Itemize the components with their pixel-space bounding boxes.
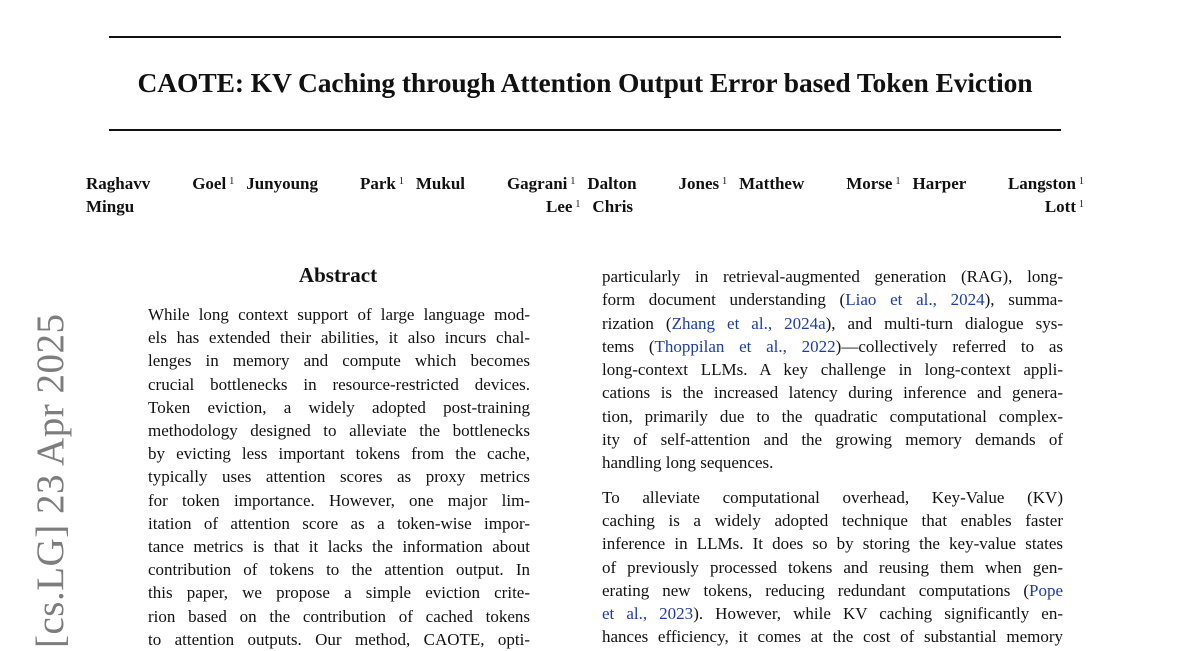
affiliation-marker: 1 bbox=[895, 176, 901, 187]
abstract-line: While long context support of large language mod- bbox=[148, 305, 530, 324]
text-segment: cations is the increased latency during inference and genera- bbox=[602, 383, 1063, 403]
text-segment: handling long sequences. bbox=[602, 453, 774, 473]
abstract-line: by evicting less important tokens from the cache, bbox=[148, 444, 530, 464]
abstract-heading: Abstract bbox=[298, 263, 378, 287]
text-line bbox=[602, 405, 1063, 428]
affiliation-marker: 1 bbox=[722, 176, 728, 187]
text-line bbox=[602, 625, 1063, 648]
text-line bbox=[602, 428, 1063, 451]
affiliation-marker: 1 bbox=[1079, 199, 1085, 210]
author-name bbox=[739, 174, 900, 193]
text-segment: long-context LLMs. A key challenge in long-context appli- bbox=[602, 360, 1063, 380]
abstract-line: itation of attention score as a token-wise impor- bbox=[148, 513, 530, 533]
author-name bbox=[592, 197, 1084, 216]
text-segment: caching is a widely adopted technique that enables faster bbox=[602, 510, 1063, 530]
affiliation-marker: 1 bbox=[575, 199, 581, 210]
author-name-text: Junyoung Park bbox=[246, 174, 396, 193]
text-line bbox=[602, 265, 1063, 288]
author-line-1 bbox=[80, 172, 1090, 195]
text-segment: form document understanding ( bbox=[602, 290, 846, 310]
abstract-line: crucial bottlenecks in resource-restricted devices. bbox=[148, 374, 530, 394]
text-segment: )—collectively referred to as bbox=[835, 336, 1063, 356]
text-line bbox=[602, 288, 1063, 311]
author-name bbox=[86, 197, 580, 216]
abstract-line: rion based on the contribution of cached tokens bbox=[148, 606, 530, 626]
text-line bbox=[602, 579, 1063, 602]
abstract-line: els has extended their abilities, it also incurs chal- bbox=[148, 328, 530, 348]
affiliation-marker: 1 bbox=[1078, 176, 1084, 187]
intro-paragraph-2 bbox=[602, 486, 1063, 649]
abstract-line: for token importance. However, one major lim- bbox=[148, 490, 530, 510]
abstract-line: contribution of tokens to the attention output. In bbox=[148, 560, 530, 580]
abstract-line: this paper, we propose a simple eviction crite- bbox=[148, 583, 530, 603]
abstract-body bbox=[148, 303, 530, 651]
author-name bbox=[587, 174, 727, 193]
text-line bbox=[602, 358, 1063, 381]
author-name bbox=[246, 174, 404, 193]
text-line bbox=[602, 532, 1063, 555]
abstract-line: typically uses attention scores as proxy metrics bbox=[148, 467, 530, 487]
text-segment: inference in LLMs. It does so by storing the key-value states bbox=[602, 534, 1063, 554]
author-name bbox=[912, 174, 1084, 193]
affiliation-marker: 1 bbox=[398, 176, 404, 187]
author-name-text: Raghavv Goel bbox=[86, 174, 227, 193]
title-rule-bottom bbox=[109, 129, 1061, 131]
citation-link[interactable]: Thoppilan et al., 2022 bbox=[654, 336, 836, 356]
text-line bbox=[602, 335, 1063, 358]
text-segment: of previously processed tokens and reusing them when gen- bbox=[602, 557, 1063, 577]
text-segment: To alleviate computational overhead, Key-Value (KV) bbox=[602, 487, 1063, 507]
text-segment: hances efficiency, it comes at the cost of substantial memory bbox=[602, 627, 1063, 647]
text-segment: ). However, while KV caching significantly en- bbox=[693, 604, 1063, 624]
intro-paragraph-1 bbox=[602, 265, 1063, 475]
citation-link[interactable]: Zhang et al., 2024a bbox=[671, 313, 826, 333]
text-line bbox=[602, 486, 1063, 509]
author-line-2 bbox=[80, 195, 1090, 218]
text-segment: rization ( bbox=[602, 313, 672, 333]
abstract-line: tance metrics is that it lacks the information about bbox=[148, 537, 530, 557]
text-line bbox=[602, 602, 1063, 625]
author-name-text: Dalton Jones bbox=[587, 174, 720, 193]
text-segment: tion, primarily due to the quadratic computational complex- bbox=[602, 406, 1063, 426]
introduction-column bbox=[602, 265, 1063, 649]
text-segment: ity of self-attention and the growing memory demands of bbox=[602, 430, 1063, 450]
author-name bbox=[86, 174, 234, 193]
author-name bbox=[416, 174, 576, 193]
text-segment: ), and multi-turn dialogue sys- bbox=[825, 313, 1063, 333]
text-segment: erating new tokens, reducing redundant computations ( bbox=[602, 580, 1029, 600]
text-line bbox=[602, 451, 1063, 474]
author-name-text: Harper Langston bbox=[912, 174, 1076, 193]
author-name-text: Mukul Gagrani bbox=[415, 174, 568, 193]
author-name-text: Matthew Morse bbox=[739, 174, 893, 193]
affiliation-marker: 1 bbox=[570, 176, 576, 187]
abstract-line: methodology designed to alleviate the bottlenecks bbox=[148, 421, 530, 441]
arxiv-stamp: [cs.LG] 23 Apr 2025 bbox=[29, 313, 72, 648]
text-segment: particularly in retrieval-augmented generation (RAG), long- bbox=[602, 267, 1063, 286]
affiliation-marker: 1 bbox=[229, 176, 235, 187]
text-line bbox=[602, 381, 1063, 404]
text-line bbox=[602, 312, 1063, 335]
author-name-text: Mingu Lee bbox=[86, 197, 573, 216]
abstract-line: lenges in memory and compute which becomes bbox=[148, 351, 530, 371]
citation-link[interactable]: Pope bbox=[1029, 580, 1063, 600]
author-name-text: Chris Lott bbox=[592, 197, 1077, 216]
text-segment: tems ( bbox=[602, 336, 655, 356]
text-line bbox=[602, 509, 1063, 532]
text-line bbox=[602, 556, 1063, 579]
abstract-line: to attention outputs. Our method, CAOTE, opti- bbox=[148, 629, 530, 649]
author-list bbox=[80, 172, 1090, 218]
citation-link[interactable]: Liao et al., 2024 bbox=[845, 290, 985, 310]
title-rule-top bbox=[109, 36, 1061, 38]
citation-link[interactable]: et al., 2023 bbox=[602, 604, 694, 624]
abstract-line: Token eviction, a widely adopted post-training bbox=[148, 397, 530, 417]
text-segment: ), summa- bbox=[984, 290, 1063, 310]
paper-title: CAOTE: KV Caching through Attention Output Error based Token Eviction bbox=[137, 67, 1033, 98]
